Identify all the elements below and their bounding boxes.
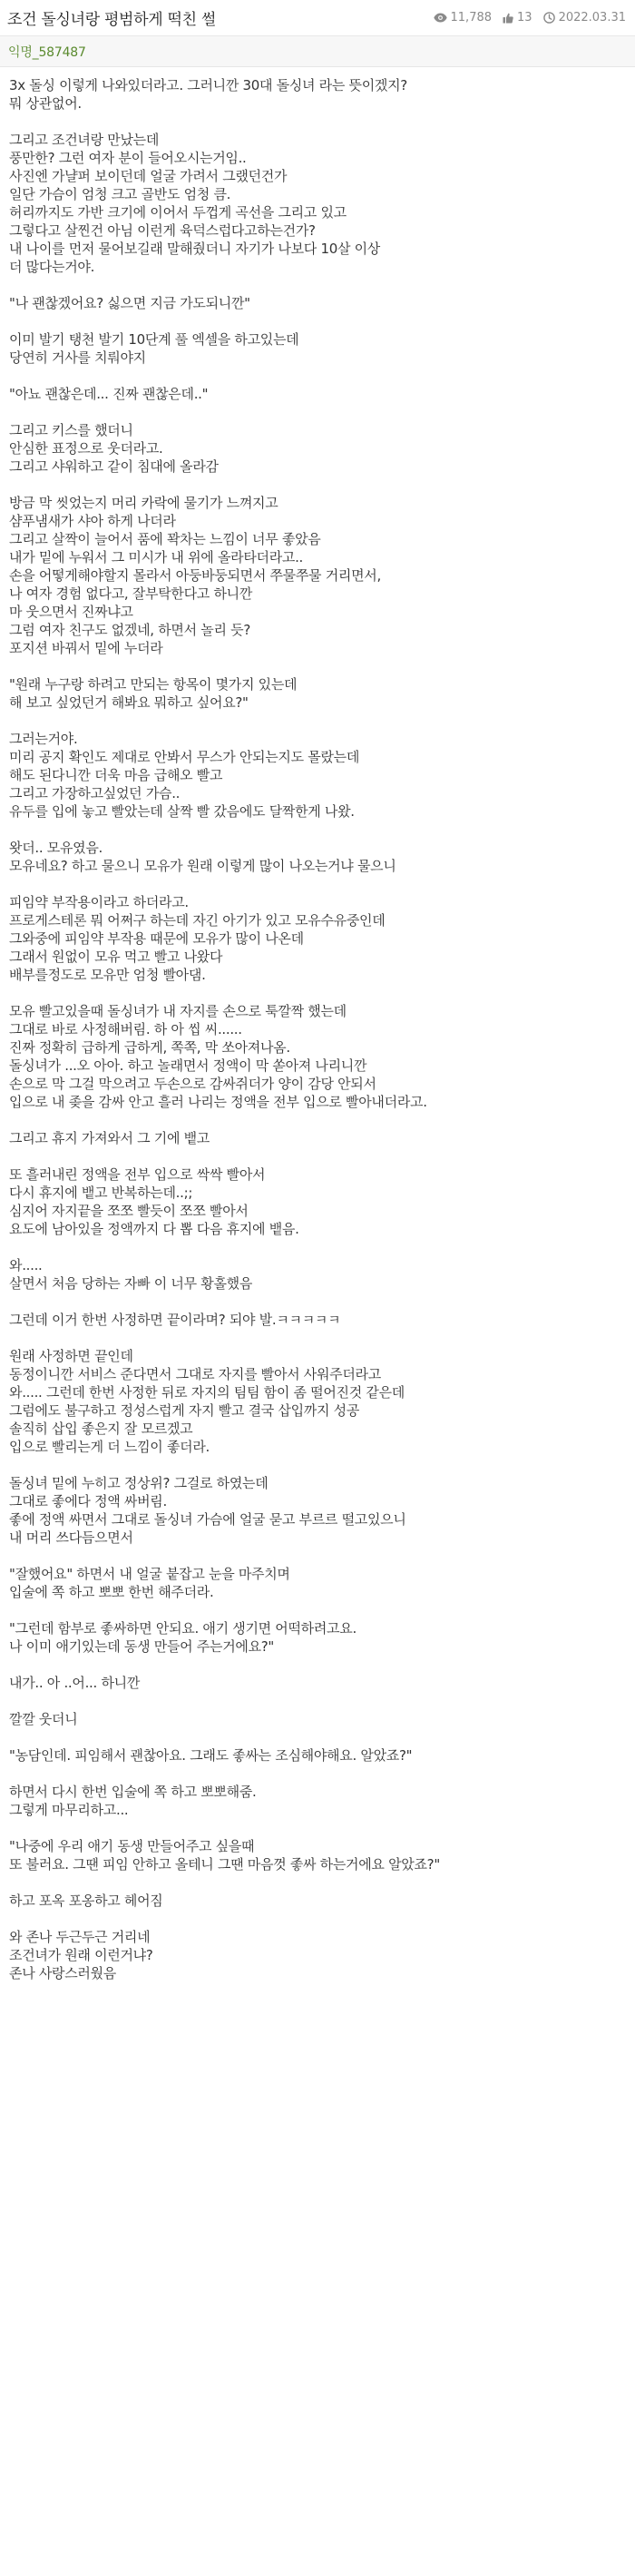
post-paragraph: "잘했어요" 하면서 내 얼굴 붙잡고 눈을 마주치며 입술에 쪽 하고 뽀뽀 한번 해주더라.: [9, 1566, 290, 1600]
clock-icon: [543, 12, 555, 24]
post-body: [0, 67, 635, 1982]
post-title: 조건 돌싱녀랑 평범하게 떡친 썰: [7, 11, 217, 29]
post-paragraph: 3x 돌싱 이렇게 나와있더라고. 그러니깐 30대 돌싱녀 라는 뜻이겠지? 뭐 상관없어.: [9, 77, 407, 112]
post-paragraph: 원래 사정하면 끝인데 동정이니깐 서비스 준다면서 그대로 자지를 빨아서 사워주더라고 와..... 그런데 한번 사정한 뒤로 자지의 팀팀 함이 좀 떨어진것 같은데 그럼에도 불구하고 정성스럽게 자지 빨고 결국 삽입까지 성공 솔직히 삽입 좋은지 잘 모르겠고 입으로 빨리는게 더 느낌이 좋더라.: [9, 1348, 405, 1455]
view-count-text: 11,788: [450, 11, 493, 25]
author-name[interactable]: 익명_587487: [8, 44, 86, 60]
post-paragraph: "나중에 우리 애기 동생 만들어주고 싶을때 또 불러요. 그땐 피임 안하고 올테니 그땐 마음껏 좋싸 하는거에요 알았죠?": [9, 1838, 440, 1873]
post-paragraph: "농담인데. 피임해서 괜찮아요. 그래도 좋싸는 조심해야해요. 알았죠?": [9, 1747, 413, 1764]
post-paragraph: 그런데 이거 한번 사정하면 끝이라며? 되야 발.ㅋㅋㅋㅋㅋ: [9, 1312, 341, 1328]
post-paragraph: 돌싱녀 밑에 누히고 정상위? 그걸로 하였는데 그대로 좋에다 정액 싸버림. 좋에 정액 싸면서 그대로 돌싱녀 가슴에 얼굴 묻고 부르르 떨고있으니 내 머리 쓰다듬으면서: [9, 1475, 406, 1546]
post-paragraph: 그리고 조건녀랑 만났는데 풍만한? 그런 여자 분이 들어오시는거임.. 사진엔 가냘퍼 보이던데 얼굴 가려서 그랬던건가 일단 가슴이 엄청 크고 골반도 엄청 큼. 허리까지도 가반 크기에 이어서 두껍게 곡선을 그리고 있고 그렇다고 살찐건 아님 이런게 육덕스럽다고하는건가? 내 나이를 먼저 물어보길래 말해줬더니 자기가 나보다 10살 이상 더 많다는거야.: [9, 132, 380, 275]
post-paragraph: 또 흘러내린 정액을 전부 입으로 싹싹 빨아서 다시 휴지에 뱉고 반복하는데..;; 심지어 자지끝을 쪼쪼 빨듯이 쪼쪼 빨아서 요도에 남아있을 정액까지 다 뽑 다음 휴지에 뱉음.: [9, 1166, 299, 1237]
view-count: [434, 11, 493, 25]
post-paragraph: 왓더.. 모유였음. 모유네요? 하고 물으니 모유가 원래 이렇게 많이 나오는거냐 물으니: [9, 840, 396, 874]
post-paragraph: 와 존나 두근두근 거리네 조건녀가 원래 이런거냐? 존나 사랑스러웠음: [9, 1929, 153, 1981]
post-date: [543, 11, 626, 25]
post-paragraph: 그러는거야. 미리 공지 확인도 제대로 안봐서 무스가 안되는지도 몰랐는데 해도 된다니깐 더욱 마음 급해오 빨고 그리고 가장하고싶었던 가슴.. 유두를 입에 놓고 빨았는데 살짝 빨 갔음에도 달짝한게 나왔.: [9, 731, 360, 820]
comment-count-text: 13: [517, 11, 532, 25]
post-paragraph: 이미 발기 탱천 발기 10단계 풀 엑셀을 하고있는데 당연히 거사를 치뤄야지: [9, 331, 299, 366]
comment-count[interactable]: [503, 11, 532, 25]
post-paragraph: "그런데 함부로 좋싸하면 안되요. 애기 생기면 어떡하려고요. 나 이미 애기있는데 동생 만들어 주는거에요?": [9, 1620, 357, 1655]
post-paragraph: 깔깔 웃더니: [9, 1711, 78, 1727]
post-date-text: 2022.03.31: [558, 11, 626, 25]
post-header: [0, 0, 635, 36]
post-paragraph: 와..... 살면서 처음 당하는 자빠 이 너무 황홀했음: [9, 1257, 253, 1292]
post-meta: [434, 11, 626, 25]
post-paragraph: 하고 포옥 포옹하고 헤어짐: [9, 1893, 163, 1909]
post-paragraph: 그리고 휴지 가져와서 그 기에 뱉고: [9, 1130, 210, 1146]
post-paragraph: 모유 빨고있을때 돌싱녀가 내 자지를 손으로 툭깔짝 했는데 그대로 바로 사정해버림. 하 아 씹 씨...... 진짜 정확히 급하게 급하게, 쪽쪽, 막 쏘아져나옴. 돌싱녀가 ...오 아아. 하고 놀래면서 정액이 막 쏟아져 나리니깐 손으로 막 그걸 막으려고 두손으로 감싸쥐더가 양이 감당 안되서 입으로 내 좆을 감싸 안고 흘러 나리는 정액을 전부 입으로 빨아내더라고.: [9, 1003, 427, 1110]
post-paragraph: 그리고 키스를 했더니 안심한 표정으로 웃더라고. 그리고 샤워하고 같이 침대에 올라감: [9, 422, 219, 475]
post-paragraph: 피임약 부작용이라고 하더라고. 프로게스테론 뭐 어쩌구 하는데 자긴 아기가 있고 모유수유중인데 그와중에 피임약 부작용 때문에 모유가 많이 나온데 그래서 원없이 모유 먹고 빨고 나왔다 배부를정도로 모유만 엄청 빨아댐.: [9, 894, 386, 983]
post-paragraph: "나 괜찮겠어요? 싫으면 지금 가도되니깐": [9, 295, 250, 311]
author-bar: [0, 36, 635, 67]
post-paragraph: 하면서 다시 한번 입술에 쪽 하고 뽀뽀해줌. 그렇게 마무리하고...: [9, 1784, 257, 1818]
post-paragraph: "아뇨 괜찮은데... 진짜 괜찮은데..": [9, 386, 209, 402]
post-paragraph: 내가.. 아 ..어... 하니깐: [9, 1675, 141, 1691]
eye-icon: [434, 13, 447, 23]
thumbs-up-icon: [503, 13, 513, 24]
post-paragraph: 방금 막 씻었는지 머리 카락에 물기가 느껴지고 샴푸냄새가 샤아 하게 나더라 그리고 살짝이 늘어서 품에 꽉차는 느낌이 너무 좋았음 내가 밑에 누워서 그 미시가 내 위에 올라타더라고.. 손을 어떻게해야할지 몰라서 아둥바둥되면서 쭈물쭈물 거리면서, 나 여자 경험 없다고, 잘부탁한다고 하니깐 마 웃으면서 진짜냐고 그럼 여자 친구도 없겠네, 하면서 놀리 듯? 포지션 바꿔서 밑에 누더라: [9, 495, 381, 656]
post-paragraph: "원래 누구랑 하려고 만되는 항목이 몇가지 있는데 해 보고 싶었던거 해봐요 뭐하고 싶어요?": [9, 676, 298, 711]
